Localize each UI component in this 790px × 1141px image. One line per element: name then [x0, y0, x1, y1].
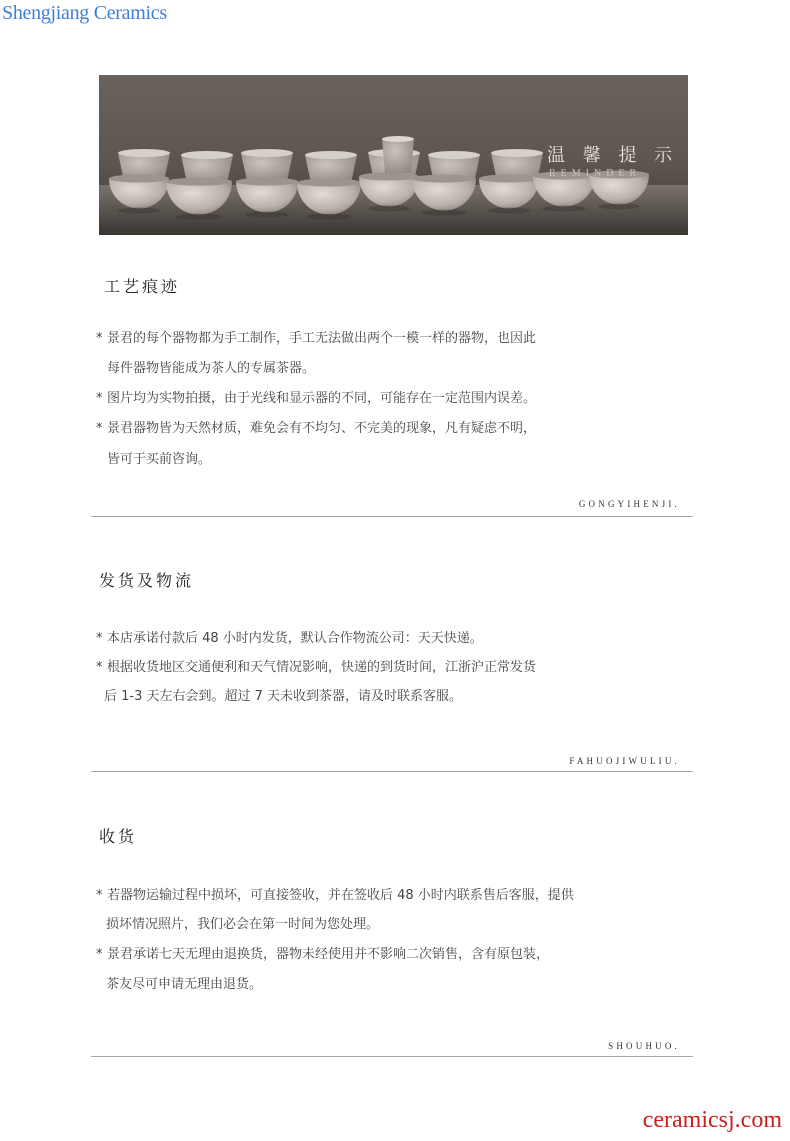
item-text: 景君的每个器物都为手工制作，手工无法做出两个一模一样的器物，也因此 [107, 331, 537, 346]
item-text: 根据收货地区交通便利和天气情况影响，快递的到货时间，江浙沪正常发货 [107, 660, 537, 675]
bullet-star: * [96, 391, 103, 406]
bowl-shadow [488, 208, 530, 214]
banner-title: 温 馨 提 示 [547, 145, 679, 166]
section-title-shipping: 发货及物流 [99, 571, 195, 590]
item-text-continued: 损坏情况照片，我们必会在第一时间为您处理。 [106, 917, 380, 932]
bowl-shadow [245, 212, 288, 218]
bowl-shadow [542, 206, 585, 212]
cup-shape [241, 153, 293, 181]
list-item [96, 420, 536, 438]
bowl-shadow [176, 214, 222, 220]
divider [91, 771, 693, 772]
section-english-label: GONGYIHENJI. [578, 499, 680, 509]
bowl-rim [359, 173, 419, 181]
reminder-banner [99, 75, 688, 235]
bowl-rim [166, 178, 232, 186]
bullet-star: * [96, 421, 103, 436]
item-text: 图片均为实物拍摄，由于光线和显示器的不同，可能存在一定范围内误差。 [107, 391, 537, 406]
item-text: 景君器物皆为天然材质，难免会有不均匀、不完美的现象，凡有疑虑不明， [107, 421, 537, 436]
divider [91, 516, 693, 517]
item-text-continued: 后 1-3 天左右会到。超过 7 天未收到茶器，请及时联系客服。 [104, 689, 463, 704]
cup-rim [241, 149, 293, 157]
bowl-shadow [368, 206, 410, 212]
list-item [96, 330, 536, 348]
item-text-continued: 每件器物皆能成为茶人的专属茶器。 [107, 361, 316, 376]
bowl-shadow [307, 214, 352, 220]
cup-rim [118, 149, 170, 157]
item-text: 景君承诺七天无理由退换货，器物未经使用并不影响二次销售，含有原包装， [107, 947, 550, 962]
item-text-continued: 茶友尽可申请无理由退货。 [106, 977, 263, 992]
bowl-shadow [598, 204, 640, 210]
cup-rim [382, 136, 414, 142]
list-item [96, 659, 536, 677]
bowl-rim [412, 175, 476, 183]
bullet-star: * [96, 947, 103, 962]
section-english-label: FAHUOJIWULIU. [569, 756, 680, 766]
cup-rim [181, 151, 233, 159]
list-item [96, 887, 574, 905]
watermark-bottom: ceramicsj.com [642, 1107, 782, 1133]
bowl-shadow [422, 210, 467, 216]
item-text: 本店承诺付款后 48 小时内发货，默认合作物流公司：天天快递。 [107, 631, 483, 646]
bowl-rim [236, 178, 298, 186]
list-item [96, 946, 549, 964]
item-text-continued: 皆可于买前咨询。 [107, 452, 212, 467]
bullet-star: * [96, 631, 103, 646]
bowl-rim [109, 175, 169, 183]
banner-subtitle: REMINDER [549, 168, 642, 179]
bullet-star: * [96, 660, 103, 675]
item-text: 若器物运输过程中损坏，可直接签收，并在签收后 48 小时内联系售后客服，提供 [107, 888, 574, 903]
section-title-craft: 工艺痕迹 [104, 277, 181, 296]
list-item [96, 390, 536, 408]
list-item [96, 630, 483, 648]
cup-shape [382, 139, 414, 173]
bowl-rim [479, 175, 539, 183]
bullet-star: * [96, 331, 103, 346]
watermark-top: Shengjiang Ceramics [2, 2, 167, 24]
section-english-label: SHOUHUO. [608, 1041, 680, 1051]
cup-rim [428, 151, 480, 159]
cup-rim [305, 151, 357, 159]
cup-rim [491, 149, 543, 157]
divider [91, 1056, 693, 1057]
bullet-star: * [96, 888, 103, 903]
bowl-rim [297, 179, 361, 187]
bowl-shadow [118, 208, 160, 214]
section-title-receiving: 收货 [99, 827, 138, 846]
